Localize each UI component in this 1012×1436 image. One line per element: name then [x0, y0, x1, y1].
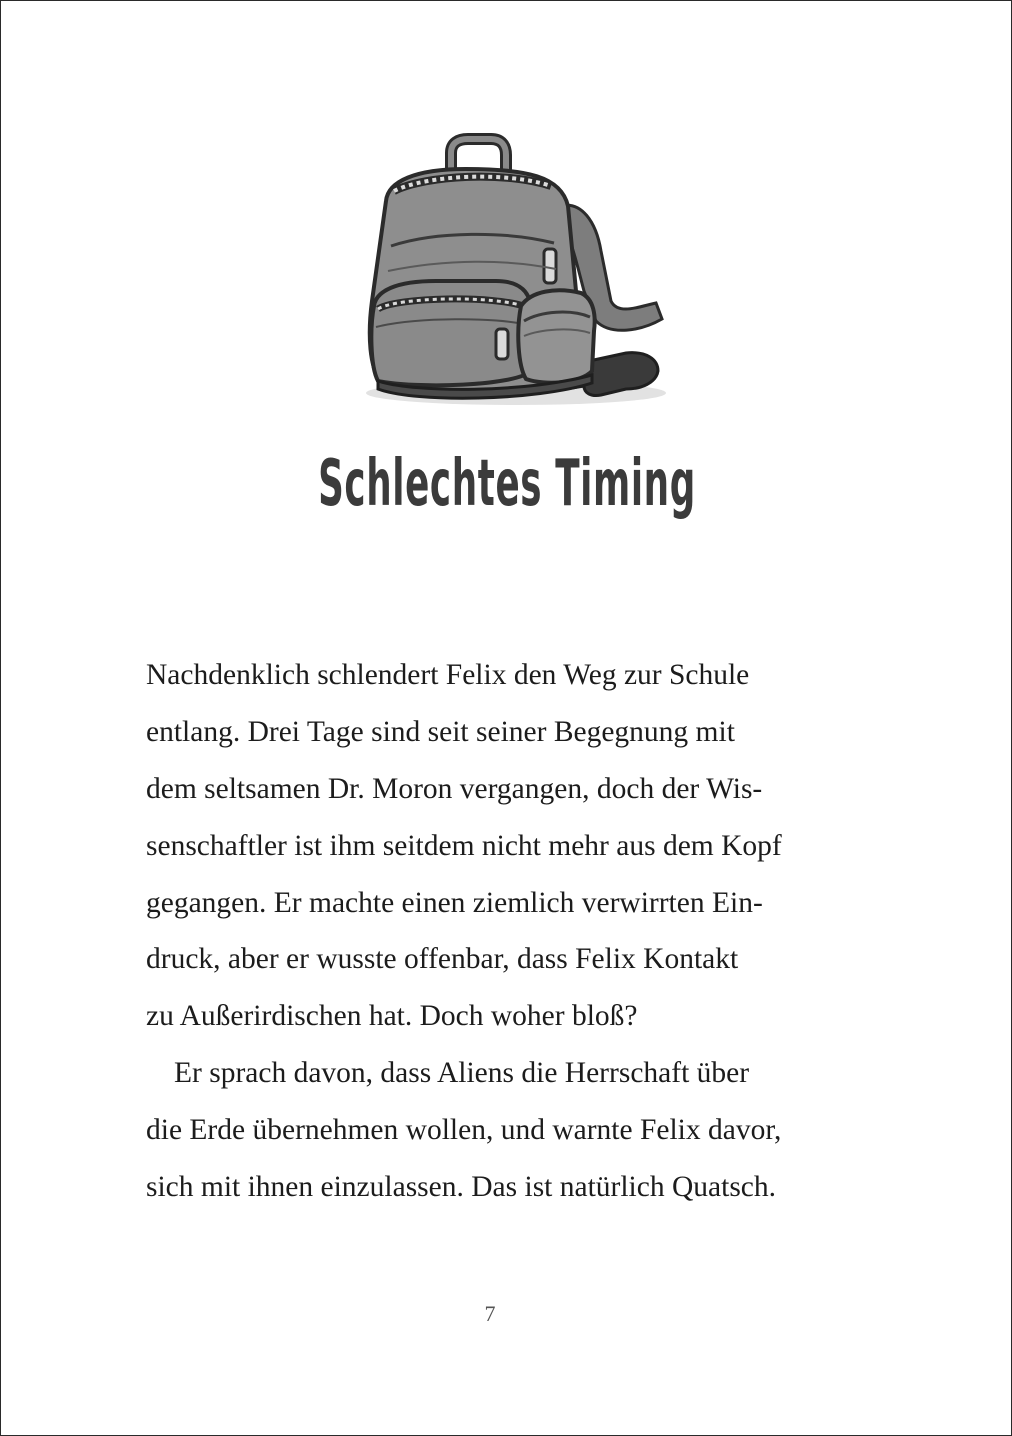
text-line: die Erde übernehmen wollen, und warnte Felix davor, [146, 1114, 782, 1147]
text-line: senschaftler ist ihm seitdem nicht mehr aus dem Kopf [146, 829, 782, 862]
text-line: dem seltsamen Dr. Moron vergangen, doch der Wis- [146, 772, 763, 805]
backpack-icon [356, 131, 676, 416]
page-number: 7 [484, 1301, 496, 1326]
text-line: zu Außerirdischen hat. Doch woher bloß? [146, 1000, 638, 1033]
text-line: gegangen. Er machte einen ziemlich verwirrten Ein- [146, 886, 763, 919]
chapter-title: Schlechtes Timing [318, 447, 696, 521]
text-line: druck, aber er wusste offenbar, dass Felix Kontakt [146, 943, 739, 976]
text-line: entlang. Drei Tage sind seit seiner Begegnung mit [146, 715, 735, 748]
text-line: Er sprach davon, dass Aliens die Herrschaft über [174, 1057, 750, 1090]
text-line: sich mit ihnen einzulassen. Das ist natürlich Quatsch. [146, 1171, 777, 1204]
body-text [146, 647, 886, 1216]
text-line: Nachdenklich schlendert Felix den Weg zur Schule [146, 659, 750, 691]
